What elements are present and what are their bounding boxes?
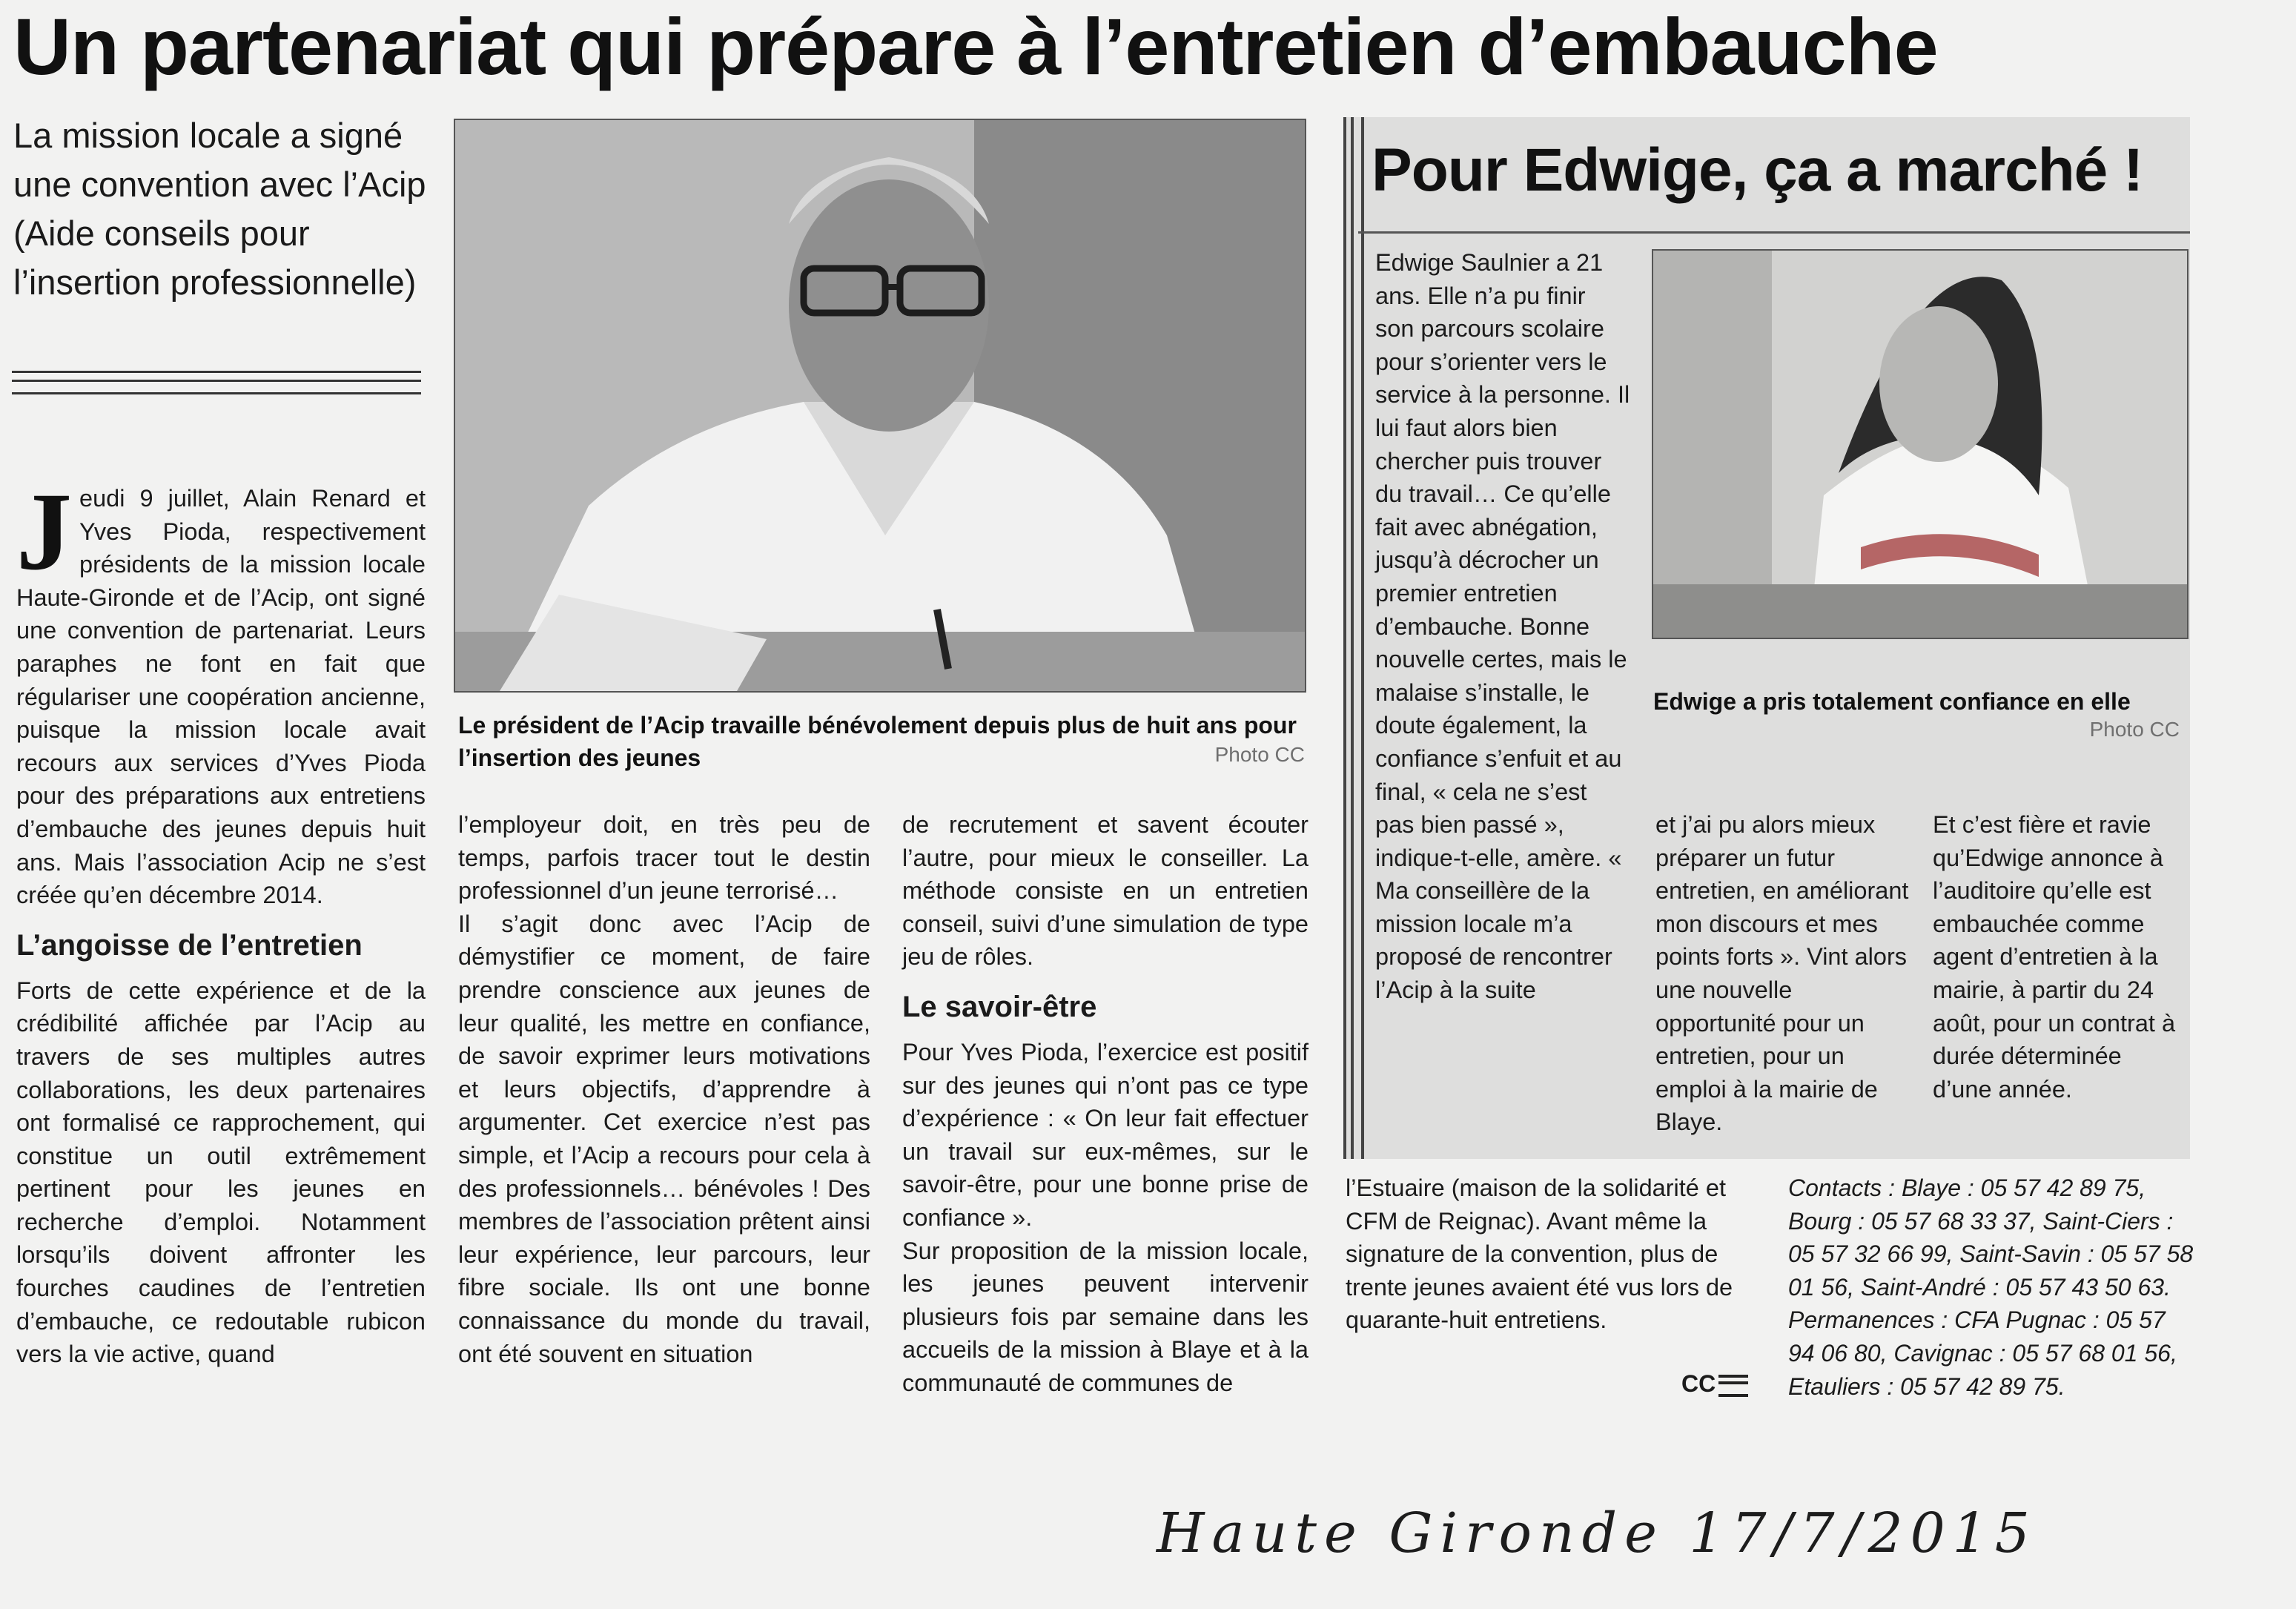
article-column-1 bbox=[16, 470, 426, 1371]
sidebar-paragraph: Edwige Saulnier a 21 ans. Elle n’a pu finir son parcours scolaire pour s’orienter vers le service à la personne. Il lui faut alors bien chercher puis trouver du travail… Ce qu’elle fait avec abnégation, jusqu’à décrocher un premier entretien d’embauche. Bonne nouvelle certes, mais le malaise s’installe, le doute également, la confiance s’enfuit et au final, « cela ne s’est pas bien passé », indique-t-elle, amère. « Ma conseillère de la mission locale m’a proposé de rencontrer l’Acip à la suite bbox=[1375, 249, 1630, 1004]
photo-edwige bbox=[1652, 249, 2189, 639]
sidebar-column-3 bbox=[1933, 808, 2177, 1106]
sidebar-title: Pour Edwige, ça a marché ! bbox=[1372, 136, 2143, 204]
sidebar-paragraph: et j’ai pu alors mieux préparer un futur entretien, en améliorant mon discours et mes points forts ». Vint alors une nouvelle opportunité pour un entretien, pour un emploi à la mairie de Blaye. bbox=[1655, 811, 1909, 1136]
young-woman-photo-illustration bbox=[1653, 251, 2187, 638]
article-paragraph: de recrutement et savent écouter l’autre, pour mieux le conseiller. La méthode consiste en un entretien conseil, suivi d’une simulation de type jeu de rôles. bbox=[902, 811, 1309, 971]
handwritten-source-note: Haute Gironde 17/7/2015 bbox=[1157, 1501, 2037, 1565]
signoff-bars-icon bbox=[1718, 1375, 1748, 1397]
deck: La mission locale a signé une convention avec l’Acip (Aide conseils pour l’insertion professionnelle) bbox=[13, 116, 426, 302]
contacts-line: Permanences : CFA Pugnac : 05 57 94 06 80, Cavignac : 05 57 68 01 56, Etauliers : 05 57 42 89 75. bbox=[1788, 1306, 2177, 1400]
author-initials: CC bbox=[1681, 1370, 1716, 1397]
photo-caption: Le président de l’Acip travaille bénévolement depuis plus de huit ans pour l’insertion des jeunes bbox=[458, 712, 1297, 771]
article-paragraph: Forts de cette expérience et de la crédibilité affichée par l’Acip au travers de ses multiples autres collaborations, les deux partenaires ont formalisé ce rapprochement, qui constitue un outil extrêmement pertinent pour les jeunes en recherche d’emploi. Notamment lorsqu’ils doivent affronter les fourches caudines de l’entretien d’embauche, ce redoutable rubicon vers la vie active, quand bbox=[16, 977, 426, 1368]
headline: Un partenariat qui prépare à l’entretien d’embauche bbox=[13, 1, 1938, 91]
article-paragraph: Sur proposition de la mission locale, les jeunes peuvent intervenir plusieurs fois par semaine dans les accueils de la mission à Blaye et à la communauté de communes de bbox=[902, 1237, 1309, 1396]
contacts-line: Contacts : Blaye : 05 57 42 89 75, bbox=[1788, 1174, 2146, 1201]
sidebar-column-2 bbox=[1655, 808, 1911, 1139]
article-column-2 bbox=[458, 808, 870, 1370]
contacts-block bbox=[1788, 1172, 2196, 1403]
subhead-savoir-etre: Le savoir-être bbox=[902, 990, 1097, 1023]
article-paragraph: l’Estuaire (maison de la solidarité et CFM de Reignac). Avant même la signature de la convention, plus de trente jeunes avaient été vus lors de quarante-huit entretiens. bbox=[1346, 1174, 1733, 1334]
drop-cap: J bbox=[16, 470, 72, 593]
article-column-3 bbox=[902, 808, 1309, 1400]
contacts-line: Bourg : 05 57 68 33 37, Saint-Ciers : 05 57 32 66 99, Saint-Savin : 05 57 58 01 56, Saint-André : 05 57 43 50 63. bbox=[1788, 1207, 2194, 1301]
photo-acip-president bbox=[454, 119, 1306, 693]
article-paragraph: Pour Yves Pioda, l’exercice est positif sur des jeunes qui n’ont pas ce type d’expérience : « On leur fait effectuer un travail sur eux-mêmes, sur le savoir-être, pour une bonne prise de confiance ». bbox=[902, 1038, 1309, 1231]
photo-caption-edwige: Edwige a pris totalement confiance en elle bbox=[1653, 688, 2131, 715]
article-column-4 bbox=[1346, 1172, 1753, 1337]
sidebar-column-1 bbox=[1375, 246, 1631, 1007]
article-paragraph: Il s’agit donc avec l’Acip de démystifier ce moment, de faire prendre conscience aux jeunes de leur qualité, les mettre en confiance, de savoir exprimer leurs motivations et leurs objectifs, d’apprendre à argumenter. Cet exercice n’est pas simple, et l’Acip a recours pour cela à des professionnels… bénévoles ! Des membres de l’association prêtent ainsi leur expérience, leur parcours, leur fibre sociale. Ils ont une bonne connaissance du monde du travail, ont été souvent en situation bbox=[458, 910, 870, 1367]
author-signoff bbox=[1681, 1367, 1770, 1400]
section-rule bbox=[12, 371, 421, 394]
article-paragraph: eudi 9 juillet, Alain Renard et Yves Pioda, respectivement présidents de la mission locale Haute-Gironde et de l’Acip, ont signé une convention de partenariat. Leurs paraphes ne font en fait que régulariser une coopération ancienne, puisque la mission locale avait recours aux services d’Yves Pioda pour des préparations aux entretiens d’embauche des jeunes depuis huit ans. Mais l’association Acip ne s’est créée qu’en décembre 2014. bbox=[16, 485, 426, 909]
man-signing-photo-illustration bbox=[455, 120, 1305, 691]
photo-credit: Photo CC bbox=[1214, 743, 1305, 766]
sidebar-paragraph: Et c’est fière et ravie qu’Edwige annonce à l’auditoire qu’elle est embauchée comme agent d’entretien à la mairie, à partir du 24 août, pour un contrat à durée déterminée d’une année. bbox=[1933, 811, 2176, 1103]
article-paragraph: l’employeur doit, en très peu de temps, parfois tracer tout le destin professionnel d’un jeune terrorisé… bbox=[458, 811, 870, 905]
sidebar-title-rule bbox=[1358, 231, 2190, 234]
article-lead-paragraph bbox=[16, 470, 426, 912]
sidebar-vertical-rule bbox=[1343, 117, 1364, 1159]
subhead-angoisse: L’angoisse de l’entretien bbox=[16, 928, 363, 962]
photo-credit-edwige: Photo CC bbox=[2089, 718, 2180, 741]
